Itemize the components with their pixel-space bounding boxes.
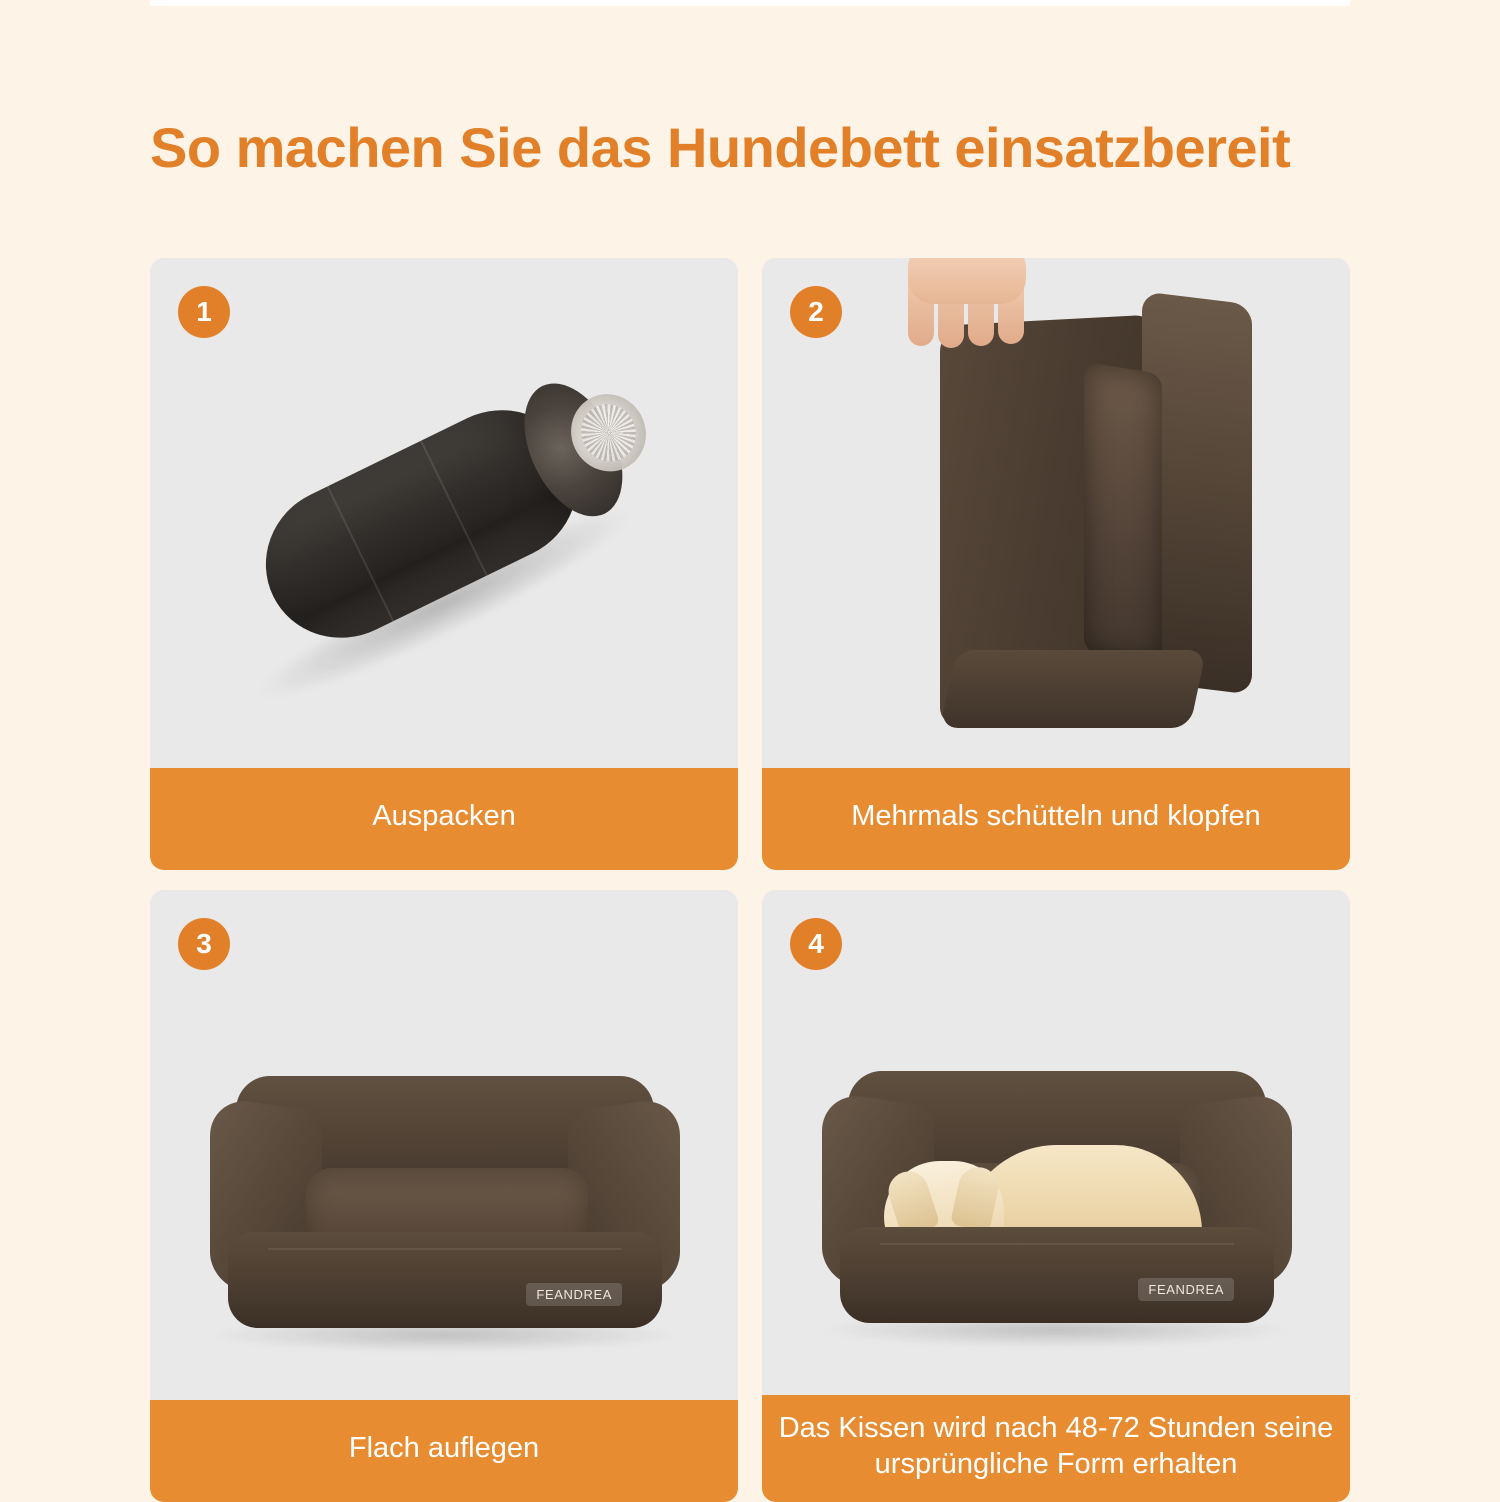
bed-front-bolster	[228, 1232, 662, 1328]
step-card-3	[150, 890, 738, 1502]
bed-upright-inner-surface	[1084, 362, 1162, 664]
step-number-badge-1: 1	[178, 286, 230, 338]
dog-ear-right	[950, 1164, 1002, 1233]
step-caption-2: Mehrmals schütteln und klopfen	[762, 768, 1350, 870]
bed-upright-bottom	[940, 650, 1207, 728]
bed-front-seam	[880, 1243, 1234, 1245]
brand-label: FEANDREA	[526, 1283, 622, 1306]
step-card-4	[762, 890, 1350, 1502]
step-caption-1: Auspacken	[150, 768, 738, 870]
page-title: So machen Sie das Hundebett einsatzbereit	[150, 115, 1291, 179]
step-3-image	[150, 890, 738, 1400]
step-caption-4: Das Kissen wird nach 48-72 Stunden seine ursprüngliche Form erhalten	[762, 1395, 1350, 1502]
bed-front-seam	[268, 1248, 622, 1250]
step-number-badge-2: 2	[790, 286, 842, 338]
dog-bed	[822, 1071, 1292, 1331]
dog-in-bed-illustration	[762, 890, 1350, 1395]
step-number-badge-4: 4	[790, 918, 842, 970]
flat-bed-illustration	[150, 890, 738, 1400]
step-2-image	[762, 258, 1350, 768]
dog-bed	[210, 1076, 680, 1336]
steps-grid	[150, 258, 1350, 1498]
shake-bed-illustration	[762, 258, 1350, 768]
top-edge-strip	[150, 0, 1350, 6]
step-number-badge-3: 3	[178, 918, 230, 970]
rolled-package-illustration	[150, 258, 738, 768]
bed-front-bolster	[840, 1227, 1274, 1323]
hand-icon	[902, 268, 1032, 364]
brand-label: FEANDREA	[1138, 1278, 1234, 1301]
step-caption-3: Flach auflegen	[150, 1400, 738, 1502]
step-card-1	[150, 258, 738, 870]
step-card-2	[762, 258, 1350, 870]
step-1-image	[150, 258, 738, 768]
step-4-image	[762, 890, 1350, 1395]
